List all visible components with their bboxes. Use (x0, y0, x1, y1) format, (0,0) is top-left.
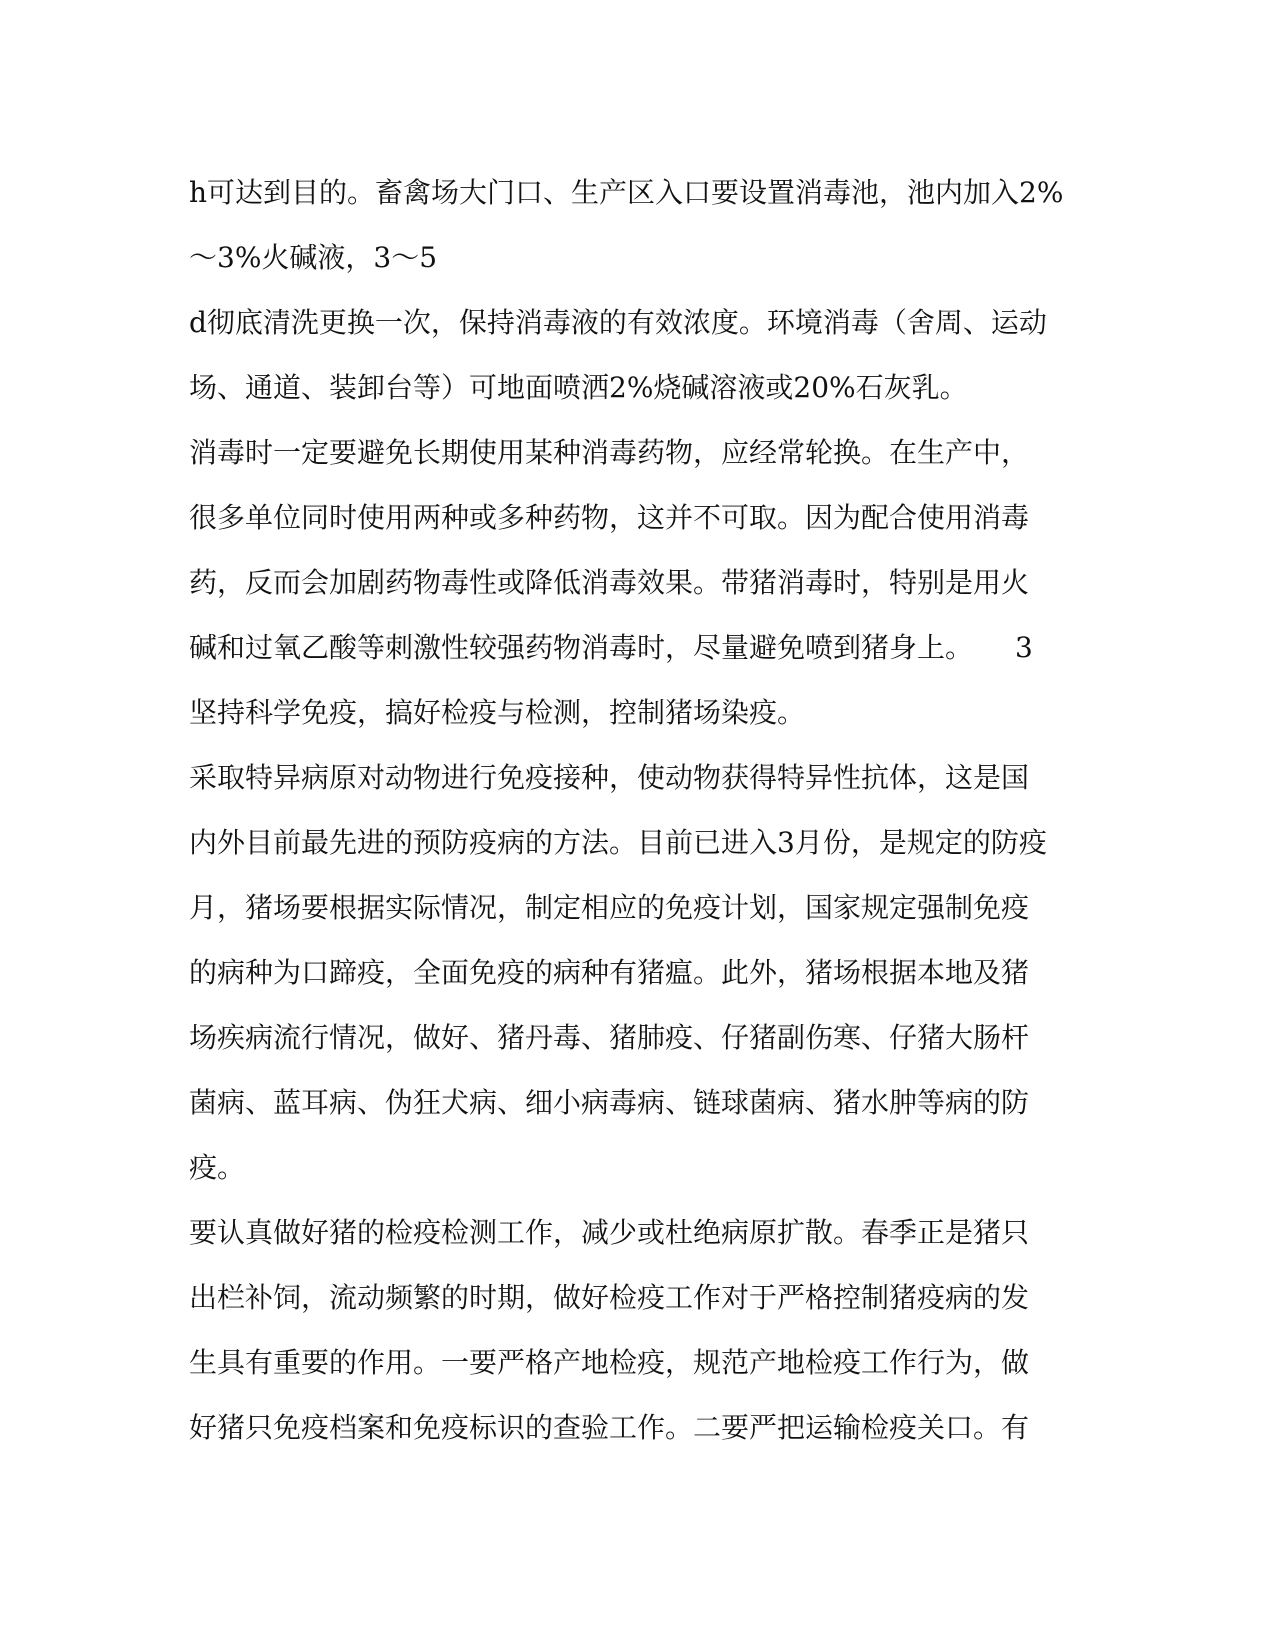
text-line: ～3%火碱液，3～5 (189, 241, 438, 274)
text-line: 坚持科学免疫，搞好检疫与检测，控制猪场染疫。 (189, 696, 806, 729)
text-line: 的病种为口蹄疫，全面免疫的病种有猪瘟。此外，猪场根据本地及猪 (189, 956, 1030, 989)
text-line: h可达到目的。畜禽场大门口、生产区入口要设置消毒池，池内加入2% (189, 176, 1064, 209)
text-line: 碱和过氧乙酸等刺激性较强药物消毒时，尽量避免喷到猪身上。 3 (189, 631, 1033, 664)
text-line: 要认真做好猪的检疫检测工作，减少或杜绝病原扩散。春季正是猪只 (189, 1216, 1030, 1249)
text-line: 出栏补饲，流动频繁的时期，做好检疫工作对于严格控制猪疫病的发 (189, 1281, 1030, 1314)
text-line: 药，反而会加剧药物毒性或降低消毒效果。带猪消毒时，特别是用火 (189, 566, 1030, 599)
text-line: 好猪只免疫档案和免疫标识的查验工作。二要严把运输检疫关口。有 (189, 1411, 1030, 1444)
text-line: d彻底清洗更换一次，保持消毒液的有效浓度。环境消毒（舍周、运动 (189, 306, 1047, 339)
text-line: 采取特异病原对动物进行免疫接种，使动物获得特异性抗体，这是国 (189, 761, 1030, 794)
text-line: 生具有重要的作用。一要严格产地检疫，规范产地检疫工作行为，做 (189, 1346, 1030, 1379)
text-line: 菌病、蓝耳病、伪狂犬病、细小病毒病、链球菌病、猪水肿等病的防 (189, 1086, 1030, 1119)
text-line: 疫。 (189, 1151, 246, 1184)
text-line: 场、通道、装卸台等）可地面喷洒2%烧碱溶液或20%石灰乳。 (189, 371, 968, 404)
text-line: 场疾病流行情况，做好、猪丹毒、猪肺疫、仔猪副伤寒、仔猪大肠杆 (189, 1021, 1030, 1054)
text-line: 消毒时一定要避免长期使用某种消毒药物，应经常轮换。在生产中， (189, 436, 1030, 469)
body-text (189, 160, 1089, 1460)
text-line: 内外目前最先进的预防疫病的方法。目前已进入3月份，是规定的防疫 (189, 826, 1047, 859)
text-line: 月，猪场要根据实际情况，制定相应的免疫计划，国家规定强制免疫 (189, 891, 1030, 924)
text-line: 很多单位同时使用两种或多种药物，这并不可取。因为配合使用消毒 (189, 501, 1030, 534)
